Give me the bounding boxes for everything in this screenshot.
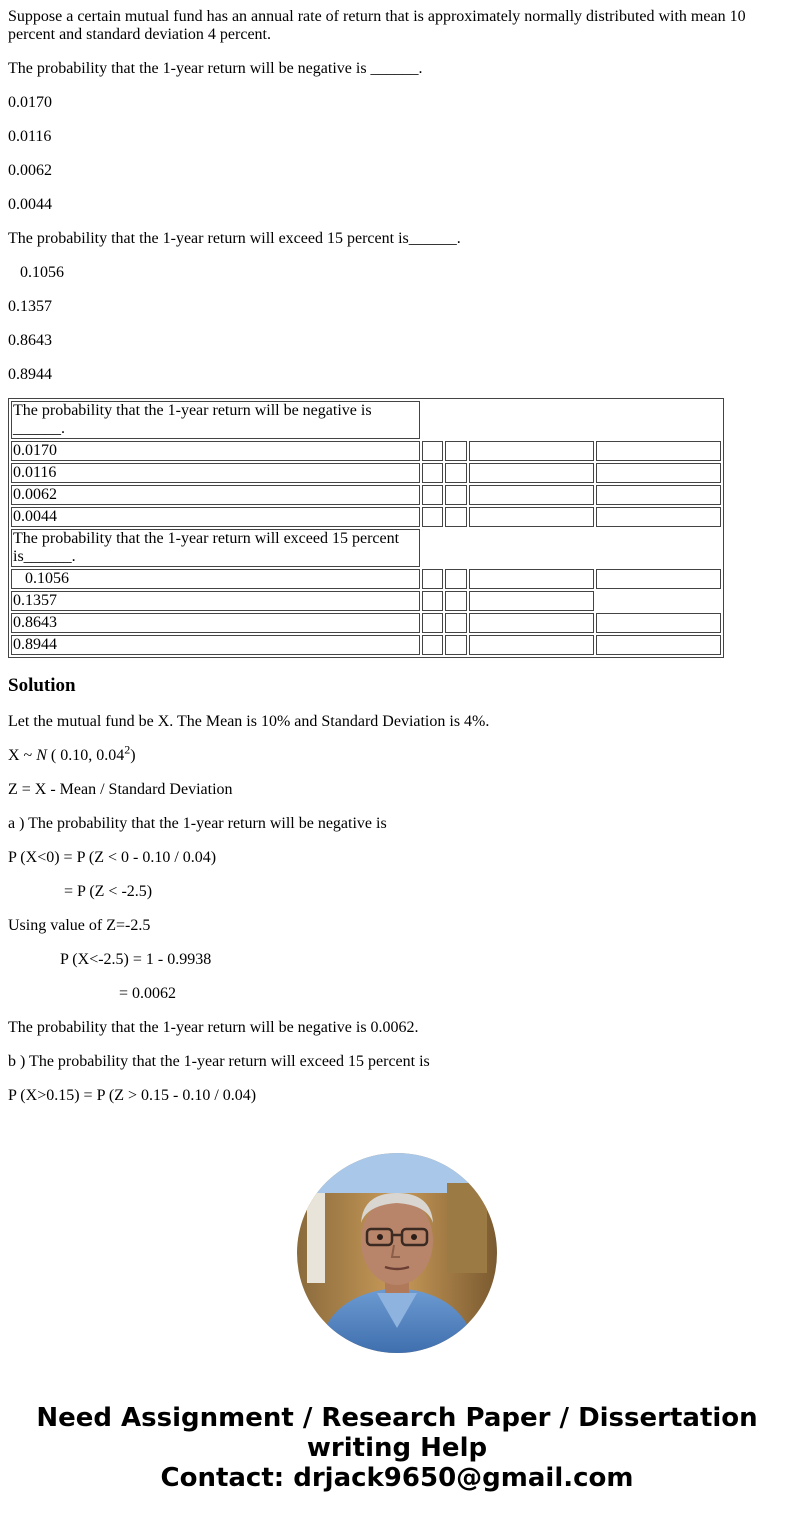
empty-cell [422,507,443,527]
question-2: The probability that the 1-year return will exceed 15 percent is______. [8,230,461,247]
table-option-cell: 0.8643 [11,613,420,633]
q1-option: 0.0170 [8,94,52,111]
table-row [11,441,721,461]
empty-cell [596,441,721,461]
solution-line: Using value of Z=-2.5 [8,917,151,934]
table-option-cell: 0.8944 [11,635,420,655]
table-row [11,529,721,567]
empty-cell [596,485,721,505]
table-row [11,485,721,505]
table-row [11,613,721,633]
solution-line: Z = X - Mean / Standard Deviation [8,781,233,798]
portrait-image [297,1153,497,1353]
footer-contact: Contact: drjack9650@gmail.com [160,1463,634,1493]
question-1: The probability that the 1-year return will be negative is ______. [8,60,423,77]
table-question-2: The probability that the 1-year return will exceed 15 percent is______. [11,529,420,567]
q2-option: 0.8643 [8,332,52,349]
table-row [11,507,721,527]
empty-cell [422,613,443,633]
footer-banner [0,1403,794,1493]
empty-cell [445,485,466,505]
table-question-1: The probability that the 1-year return will be negative is ______. [11,401,420,439]
empty-cell [596,463,721,483]
empty-cell [422,569,443,589]
table-row [11,591,721,611]
q1-option: 0.0044 [8,196,52,213]
q1-option: 0.0062 [8,162,52,179]
table-row [11,463,721,483]
empty-cell [445,507,466,527]
table-option-cell: 0.1357 [11,591,420,611]
empty-cell [469,569,594,589]
table-row [11,635,721,655]
solution-line: a ) The probability that the 1-year return will be negative is [8,815,387,832]
q2-option: 0.8944 [8,366,52,383]
solution-line: Let the mutual fund be X. The Mean is 10% and Standard Deviation is 4%. [8,713,490,730]
empty-cell [445,441,466,461]
dist-superscript: 2 [124,742,131,757]
empty-cell [422,485,443,505]
options-table [8,398,724,658]
dist-suffix: ) [130,747,136,764]
empty-cell [445,591,466,611]
empty-cell [469,463,594,483]
table-row [11,569,721,589]
question-intro: Suppose a certain mutual fund has an annual rate of return that is approximately normally distributed with mean 10 percent and standard deviation 4 percent. [8,8,746,43]
empty-cell [445,635,466,655]
empty-cell [469,635,594,655]
table-option-cell: 0.0044 [11,507,420,527]
empty-cell [596,507,721,527]
dist-n: N [36,747,47,764]
dist-prefix: X ~ [8,747,37,764]
solution-line: = 0.0062 [119,985,177,1002]
empty-cell [596,613,721,633]
solution-heading: Solution [8,675,76,696]
empty-cell [469,507,594,527]
footer-line: writing Help [306,1433,488,1463]
table-option-cell: 0.0116 [11,463,420,483]
empty-cell [445,613,466,633]
empty-cell [596,635,721,655]
solution-line: P (X>0.15) = P (Z > 0.15 - 0.10 / 0.04) [8,1087,257,1104]
empty-cell [422,635,443,655]
empty-cell [596,569,721,589]
dist-params: ( 0.10, 0.04 [46,747,125,764]
table-row [11,401,721,439]
solution-line: The probability that the 1-year return will be negative is 0.0062. [8,1019,419,1036]
solution-line: b ) The probability that the 1-year return will exceed 15 percent is [8,1053,430,1070]
empty-cell [445,463,466,483]
empty-cell [422,441,443,461]
footer-line: Need Assignment / Research Paper / Dissertation [36,1403,758,1433]
table-option-cell: 0.0170 [11,441,420,461]
solution-line: P (X<-2.5) = 1 - 0.9938 [60,951,212,968]
solution-line: P (X<0) = P (Z < 0 - 0.10 / 0.04) [8,849,217,866]
solution-line: = P (Z < -2.5) [64,883,153,900]
table-option-cell: 0.1056 [11,569,420,589]
table-option-cell: 0.0062 [11,485,420,505]
q2-option: 0.1056 [20,264,64,281]
empty-cell [445,569,466,589]
distribution-line [8,742,786,765]
empty-cell [422,463,443,483]
empty-cell [469,591,594,611]
document-body [8,8,786,1121]
q1-option: 0.0116 [8,128,52,145]
empty-cell [469,441,594,461]
empty-cell [469,613,594,633]
q2-option: 0.1357 [8,298,52,315]
empty-cell [422,591,443,611]
empty-cell [469,485,594,505]
avatar [297,1153,497,1353]
